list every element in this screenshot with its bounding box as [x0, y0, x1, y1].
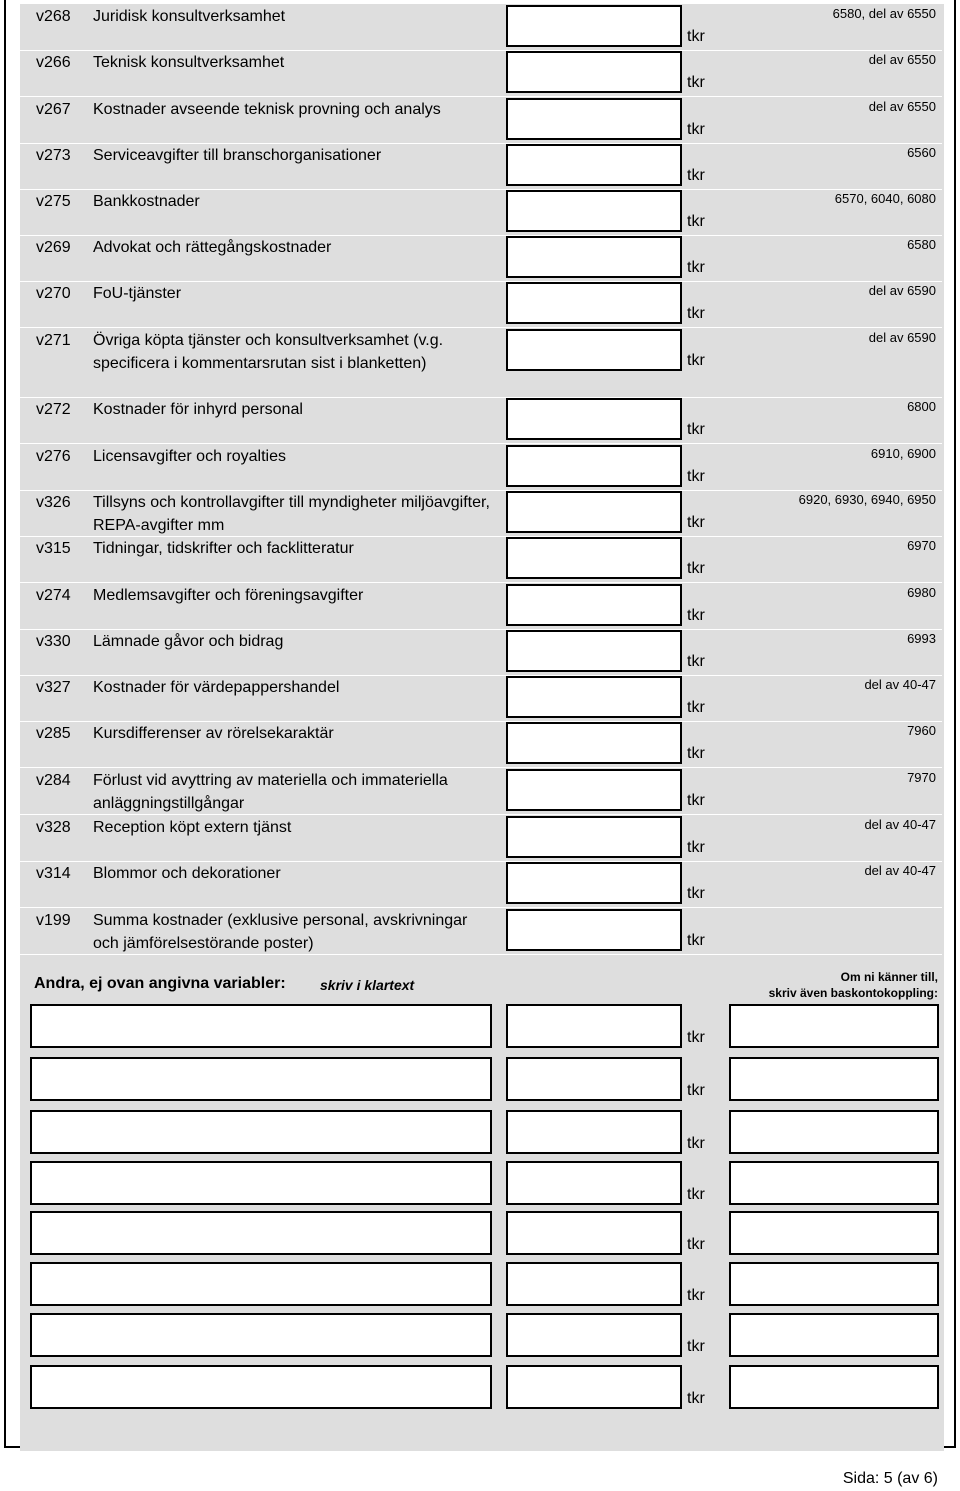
page-number: Sida: 5 (av 6)	[842, 1470, 938, 1487]
unit-label: tkr	[687, 1082, 705, 1099]
account-reference: 6980	[907, 585, 936, 600]
account-reference: del av 40-47	[864, 817, 936, 832]
row-label: Licensavgifter och royalties	[93, 448, 286, 465]
row-label: Juridisk konsultverksamhet	[93, 8, 286, 25]
row-label: Teknisk konsultverksamhet	[93, 54, 285, 71]
table-row	[20, 909, 942, 955]
table-row	[20, 491, 942, 537]
account-reference: 7960	[907, 723, 936, 738]
account-reference: 6560	[907, 145, 936, 160]
table-row	[20, 282, 942, 328]
unit-label: tkr	[687, 1287, 705, 1304]
row-label: Advokat och rättegångskostnader	[93, 239, 332, 256]
row-code: v271	[36, 332, 71, 349]
table-row	[20, 190, 942, 236]
amount-input[interactable]	[506, 98, 682, 140]
row-label: Kostnader för inhyrd personal	[93, 401, 303, 418]
unit-label: tkr	[687, 607, 705, 624]
row-code: v270	[36, 285, 71, 302]
account-reference: del av 6550	[868, 99, 936, 114]
other-variable-row	[20, 1004, 942, 1056]
unit-label: tkr	[687, 514, 705, 531]
row-label: Lämnade gåvor och bidrag	[93, 633, 284, 650]
amount-input[interactable]	[506, 236, 682, 278]
other-variable-row	[20, 1110, 942, 1162]
amount-input[interactable]	[506, 1262, 682, 1306]
table-row	[20, 584, 942, 630]
amount-input[interactable]	[506, 1057, 682, 1101]
row-label: Kostnader för värdepappershandel	[93, 679, 340, 696]
unit-label: tkr	[687, 1029, 705, 1046]
table-row	[20, 816, 942, 862]
unit-label: tkr	[687, 468, 705, 485]
account-reference: 6993	[907, 631, 936, 646]
amount-input[interactable]	[506, 1161, 682, 1205]
other-variable-row	[20, 1365, 942, 1417]
amount-input[interactable]	[506, 445, 682, 487]
account-code-input[interactable]	[729, 1262, 939, 1306]
table-row	[20, 862, 942, 908]
unit-label: tkr	[687, 213, 705, 230]
other-variable-row	[20, 1262, 942, 1314]
unit-label: tkr	[687, 259, 705, 276]
row-label: Förlust vid avyttring av materiella och immateriella anläggningstillgångar	[93, 772, 448, 812]
other-variable-row	[20, 1313, 942, 1365]
row-label: Bankkostnader	[93, 193, 200, 210]
unit-label: tkr	[687, 699, 705, 716]
account-reference: 6970	[907, 538, 936, 553]
account-code-input[interactable]	[729, 1004, 939, 1048]
variable-text-input[interactable]	[30, 1004, 492, 1048]
account-hint-line2: skriv även baskontokoppling:	[768, 986, 938, 1000]
account-reference: del av 6550	[868, 52, 936, 67]
amount-input[interactable]	[506, 909, 682, 951]
row-code: v327	[36, 679, 71, 696]
table-row	[20, 769, 942, 815]
amount-input[interactable]	[506, 1211, 682, 1255]
unit-label: tkr	[687, 1338, 705, 1355]
variable-text-input[interactable]	[30, 1057, 492, 1101]
amount-input[interactable]	[506, 1004, 682, 1048]
account-reference: 7970	[907, 770, 936, 785]
account-code-input[interactable]	[729, 1161, 939, 1205]
row-code: v328	[36, 819, 71, 836]
amount-input[interactable]	[506, 769, 682, 811]
row-code: v275	[36, 193, 71, 210]
variable-text-input[interactable]	[30, 1110, 492, 1154]
amount-input[interactable]	[506, 1110, 682, 1154]
unit-label: tkr	[687, 74, 705, 91]
variable-text-input[interactable]	[30, 1262, 492, 1306]
unit-label: tkr	[687, 560, 705, 577]
row-code: v269	[36, 239, 71, 256]
unit-label: tkr	[687, 352, 705, 369]
amount-input[interactable]	[506, 51, 682, 93]
table-row	[20, 236, 942, 282]
unit-label: tkr	[687, 792, 705, 809]
unit-label: tkr	[687, 1390, 705, 1407]
row-code: v266	[36, 54, 71, 71]
other-variable-row	[20, 1057, 942, 1109]
unit-label: tkr	[687, 745, 705, 762]
amount-input[interactable]	[506, 190, 682, 232]
account-reference: del av 6590	[868, 283, 936, 298]
amount-input[interactable]	[506, 816, 682, 858]
variable-text-input[interactable]	[30, 1313, 492, 1357]
row-code: v314	[36, 865, 71, 882]
unit-label: tkr	[687, 28, 705, 45]
amount-input[interactable]	[506, 144, 682, 186]
row-code: v276	[36, 448, 71, 465]
account-hint	[769, 969, 938, 1001]
row-code: v330	[36, 633, 71, 650]
row-code: v315	[36, 540, 71, 557]
account-reference: del av 40-47	[864, 863, 936, 878]
unit-label: tkr	[687, 1186, 705, 1203]
amount-input[interactable]	[506, 676, 682, 718]
row-code: v285	[36, 725, 71, 742]
variable-text-input[interactable]	[30, 1211, 492, 1255]
amount-input[interactable]	[506, 1313, 682, 1357]
account-code-input[interactable]	[729, 1110, 939, 1154]
row-code: v273	[36, 147, 71, 164]
unit-label: tkr	[687, 839, 705, 856]
amount-input[interactable]	[506, 282, 682, 324]
other-variables-hint: skriv i klartext	[320, 977, 415, 993]
amount-input[interactable]	[506, 630, 682, 672]
unit-label: tkr	[687, 305, 705, 322]
table-row	[20, 537, 942, 583]
table-row	[20, 445, 942, 491]
table-row	[20, 329, 942, 398]
table-row	[20, 676, 942, 722]
row-label: Reception köpt extern tjänst	[93, 819, 292, 836]
unit-label: tkr	[687, 167, 705, 184]
row-label: Summa kostnader (exklusive personal, avskrivningar och jämförelsestörande poster)	[93, 912, 468, 952]
unit-label: tkr	[687, 121, 705, 138]
other-variables-heading: Andra, ej ovan angivna variabler:	[34, 975, 286, 992]
account-reference: 6580	[907, 237, 936, 252]
row-code: v199	[36, 912, 71, 929]
other-variable-row	[20, 1211, 942, 1263]
account-reference: 6910, 6900	[870, 446, 936, 461]
amount-input[interactable]	[506, 329, 682, 371]
table-row	[20, 630, 942, 676]
account-code-input[interactable]	[729, 1313, 939, 1357]
table-row	[20, 398, 942, 444]
account-reference: 6570, 6040, 6080	[834, 191, 936, 206]
row-label: Kostnader avseende teknisk provning och analys	[93, 101, 441, 118]
row-label: FoU-tjänster	[93, 285, 182, 302]
amount-input[interactable]	[506, 584, 682, 626]
row-code: v268	[36, 8, 71, 25]
row-code: v326	[36, 494, 71, 511]
row-label: Övriga köpta tjänster och konsultverksamhet (v.g. specificera i kommentarsrutan sist i blanketten)	[93, 332, 444, 372]
amount-input[interactable]	[506, 862, 682, 904]
table-row	[20, 722, 942, 768]
table-row	[20, 51, 942, 97]
table-row	[20, 5, 942, 51]
unit-label: tkr	[687, 1135, 705, 1152]
unit-label: tkr	[687, 1236, 705, 1253]
row-code: v274	[36, 587, 71, 604]
amount-input[interactable]	[506, 398, 682, 440]
account-reference: del av 6590	[868, 330, 936, 345]
amount-input[interactable]	[506, 1365, 682, 1409]
table-row	[20, 144, 942, 190]
account-reference: 6920, 6930, 6940, 6950	[798, 492, 936, 507]
row-code: v284	[36, 772, 71, 789]
account-reference: del av 40-47	[864, 677, 936, 692]
row-label: Serviceavgifter till branschorganisationer	[93, 147, 382, 164]
table-row	[20, 98, 942, 144]
amount-input[interactable]	[506, 537, 682, 579]
other-variable-row	[20, 1161, 942, 1213]
unit-label: tkr	[687, 885, 705, 902]
row-code: v272	[36, 401, 71, 418]
row-code: v267	[36, 101, 71, 118]
amount-input[interactable]	[506, 722, 682, 764]
unit-label: tkr	[687, 421, 705, 438]
account-hint-line1: Om ni känner till,	[840, 970, 938, 984]
row-label: Medlemsavgifter och föreningsavgifter	[93, 587, 364, 604]
account-code-input[interactable]	[729, 1057, 939, 1101]
account-code-input[interactable]	[729, 1211, 939, 1255]
row-label: Blommor och dekorationer	[93, 865, 281, 882]
amount-input[interactable]	[506, 5, 682, 47]
row-label: Kursdifferenser av rörelsekaraktär	[93, 725, 334, 742]
variable-text-input[interactable]	[30, 1365, 492, 1409]
variable-text-input[interactable]	[30, 1161, 492, 1205]
row-label: Tidningar, tidskrifter och facklitteratur	[93, 540, 354, 557]
unit-label: tkr	[687, 653, 705, 670]
account-reference: 6580, del av 6550	[832, 6, 936, 21]
unit-label: tkr	[687, 932, 705, 949]
row-label: Tillsyns och kontrollavgifter till myndigheter miljöavgifter, REPA-avgifter mm	[93, 494, 490, 534]
account-reference: 6800	[907, 399, 936, 414]
amount-input[interactable]	[506, 491, 682, 533]
account-code-input[interactable]	[729, 1365, 939, 1409]
